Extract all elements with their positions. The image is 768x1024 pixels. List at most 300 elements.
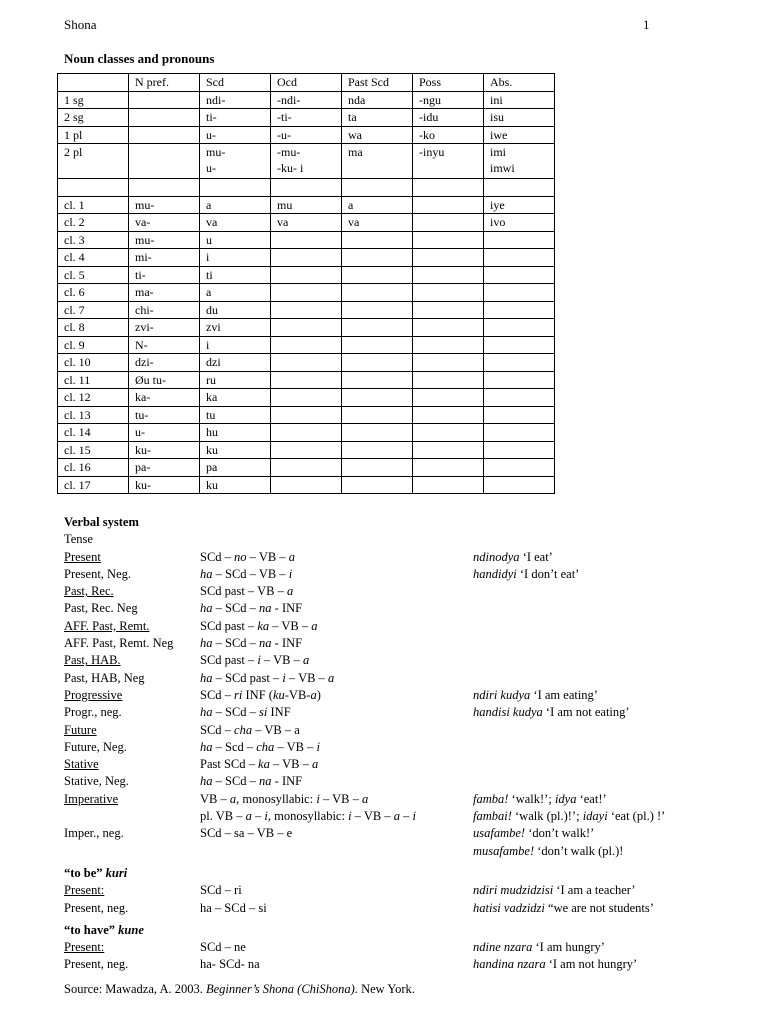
table-cell: ka (200, 389, 271, 407)
verb-formula (200, 618, 318, 635)
text-run: i (316, 791, 320, 806)
verbal-system-title: Verbal system (64, 515, 139, 529)
table-cell: cl. 10 (58, 354, 129, 372)
table-cell (342, 249, 413, 267)
text-run: a (245, 809, 252, 824)
table-cell (484, 301, 555, 319)
text-run: - INF (271, 601, 303, 616)
verb-formula (200, 600, 302, 617)
verb-line (64, 900, 754, 917)
table-row (58, 336, 555, 354)
table-cell: N- (129, 336, 200, 354)
verb-example (473, 687, 598, 704)
text-run: – SCd past – (212, 670, 283, 685)
text-run: ndinodya (473, 549, 520, 564)
text-run: handidyi (473, 566, 517, 581)
verb-example (473, 843, 623, 860)
table-cell (413, 371, 484, 389)
tense-label (64, 652, 121, 669)
table-cell (271, 319, 342, 337)
text-run: ‘I am eating’ (530, 687, 598, 702)
table-row (58, 424, 555, 442)
table-cell: zvi- (129, 319, 200, 337)
table-cell: va (200, 214, 271, 232)
text-run: a (327, 670, 335, 685)
table-cell: cl. 7 (58, 301, 129, 319)
verb-example (473, 549, 553, 566)
text-run: – VB – a (252, 722, 300, 737)
column-header: Poss (413, 74, 484, 92)
table-row (58, 126, 555, 144)
table-cell (129, 126, 200, 144)
tense-label (64, 600, 138, 617)
tense-label (64, 791, 118, 808)
tense-label (64, 865, 127, 882)
text-run: si (259, 705, 268, 720)
text-run: ‘walk (pl.)!’; (511, 809, 583, 824)
text-run: – VB – (351, 809, 394, 824)
text-run: - INF (271, 774, 303, 789)
table-cell: -ko (413, 126, 484, 144)
table-cell: zvi (200, 319, 271, 337)
table-cell: a (200, 284, 271, 302)
text-run: SCd – (200, 722, 235, 737)
text-run: ‘don’t walk (pl.)! (534, 843, 624, 858)
table-cell: 2 pl (58, 144, 129, 179)
table-cell (271, 371, 342, 389)
table-cell (413, 231, 484, 249)
text-run: SCd – (200, 687, 235, 702)
table-row (58, 389, 555, 407)
table-cell: ini (484, 91, 555, 109)
table-cell (413, 406, 484, 424)
text-run: Stative, Neg. (64, 774, 129, 789)
table-cell: ndi- (200, 91, 271, 109)
table-cell: ru (200, 371, 271, 389)
table-row (58, 284, 555, 302)
table-cell: mu- (129, 196, 200, 214)
text-run: AFF. Past, Remt. (64, 618, 150, 633)
text-run: famba! (473, 791, 509, 806)
noun-class-table (57, 73, 555, 494)
text-run: i (282, 670, 286, 685)
table-cell: ku- (129, 441, 200, 459)
text-run: i (288, 566, 293, 581)
text-run: ha (200, 705, 213, 720)
text-run: a (311, 757, 319, 772)
table-cell: a (342, 196, 413, 214)
verb-line (64, 670, 754, 687)
table-cell: cl. 9 (58, 336, 129, 354)
table-cell (342, 284, 413, 302)
column-header: Past Scd (342, 74, 413, 92)
table-cell (484, 284, 555, 302)
table-cell (271, 301, 342, 319)
text-run: ha (200, 739, 213, 754)
table-cell: -inyu (413, 144, 484, 179)
verb-line (64, 687, 754, 704)
verbal-system (64, 514, 754, 974)
table-cell: hu (200, 424, 271, 442)
text-run: – VB – (319, 791, 362, 806)
text-run: - INF (271, 636, 303, 651)
verb-line (64, 808, 754, 825)
text-run: no (234, 549, 247, 564)
table-cell (342, 389, 413, 407)
table-cell: nda (342, 91, 413, 109)
table-cell: cl. 2 (58, 214, 129, 232)
text-run: New York. (357, 982, 415, 996)
text-run: ha (200, 601, 213, 616)
table-cell (413, 476, 484, 494)
text-run: handina nzara (473, 957, 546, 972)
table-row (58, 441, 555, 459)
verb-formula (200, 635, 302, 652)
text-run: i (348, 809, 352, 824)
table-cell (413, 336, 484, 354)
table-cell (484, 319, 555, 337)
verb-line (64, 549, 754, 566)
verb-line (64, 531, 754, 548)
text-run: Imper., neg. (64, 826, 124, 841)
text-run: idya (554, 791, 577, 806)
table-cell (271, 354, 342, 372)
table-cell (484, 336, 555, 354)
table-cell: -mu- -ku- i (271, 144, 342, 179)
table-row (58, 266, 555, 284)
verb-example (473, 825, 594, 842)
table-cell (271, 266, 342, 284)
table-cell (413, 301, 484, 319)
tense-label (64, 670, 145, 687)
table-cell (342, 371, 413, 389)
text-run: ha- SCd- na (200, 957, 260, 972)
page-header-title: Shona (64, 17, 97, 32)
table-cell (342, 231, 413, 249)
column-header: Scd (200, 74, 271, 92)
table-cell (129, 179, 200, 197)
table-row (58, 249, 555, 267)
text-run: – (251, 809, 265, 824)
table-cell: i (200, 249, 271, 267)
text-run: ha (200, 774, 213, 789)
verb-formula (200, 882, 242, 899)
table-cell: ku- (129, 476, 200, 494)
table-cell: ku (200, 441, 271, 459)
table-row (58, 231, 555, 249)
text-run: Past, Rec. (64, 584, 114, 599)
text-run: Present, neg. (64, 957, 129, 972)
text-run: – VB – (274, 739, 317, 754)
text-run: handisi kudya (473, 705, 543, 720)
table-cell (484, 424, 555, 442)
text-run: SCd – ri (200, 883, 242, 898)
table-cell (413, 284, 484, 302)
table-cell (413, 179, 484, 197)
verb-line (64, 618, 754, 635)
table-cell: dzi- (129, 354, 200, 372)
text-run: , monosyllabic: (267, 809, 349, 824)
text-run: – SCd – VB – (212, 566, 289, 581)
tense-label (64, 756, 99, 773)
table-cell: va (342, 214, 413, 232)
table-header-row (58, 74, 555, 92)
tense-label (64, 900, 128, 917)
tense-label (64, 825, 124, 842)
source-citation (64, 982, 415, 997)
table-cell: pa (200, 459, 271, 477)
verb-formula (200, 739, 320, 756)
table-cell: va (271, 214, 342, 232)
table-cell: cl. 12 (58, 389, 129, 407)
table-cell (342, 406, 413, 424)
table-cell: ka- (129, 389, 200, 407)
text-run: Progr., neg. (64, 705, 122, 720)
tense-label (64, 773, 129, 790)
verb-formula (200, 652, 309, 669)
table-cell: cl. 1 (58, 196, 129, 214)
table-cell: pa- (129, 459, 200, 477)
text-run: Present: (64, 883, 105, 898)
table-cell (413, 424, 484, 442)
table-cell: mu (271, 196, 342, 214)
table-cell: 1 pl (58, 126, 129, 144)
table-cell (484, 354, 555, 372)
table-cell (271, 406, 342, 424)
text-run: i (257, 653, 261, 668)
verb-line (64, 566, 754, 583)
table-cell: cl. 6 (58, 284, 129, 302)
table-cell (484, 266, 555, 284)
table-cell: ma- (129, 284, 200, 302)
table-cell: tu (200, 406, 271, 424)
table-row (58, 196, 555, 214)
text-run: ‘eat (pl.) !’ (607, 809, 666, 824)
table-row (58, 476, 555, 494)
text-run: INF (267, 705, 291, 720)
table-cell (271, 476, 342, 494)
table-cell: a (200, 196, 271, 214)
tense-label (64, 939, 104, 956)
verb-example (473, 956, 637, 973)
text-run: na (259, 774, 272, 789)
verb-example (473, 900, 654, 917)
text-run: a (311, 618, 318, 633)
table-cell (200, 179, 271, 197)
verb-example (473, 566, 579, 583)
text-run: ‘I am not eating’ (542, 705, 630, 720)
text-run: kune (118, 922, 144, 937)
table-cell (271, 179, 342, 197)
table-cell: ma (342, 144, 413, 179)
table-cell: -ndi- (271, 91, 342, 109)
text-run: a (286, 584, 294, 599)
text-run: ha (200, 566, 213, 581)
text-run: – VB – (260, 653, 303, 668)
text-run: SCd – sa – VB – e (200, 826, 293, 841)
column-header: Abs. (484, 74, 555, 92)
table-cell (413, 249, 484, 267)
text-run: Past, Rec. Neg (64, 601, 138, 616)
tense-label (64, 531, 93, 548)
text-run: i (412, 809, 416, 824)
text-run: i (264, 809, 268, 824)
text-run: INF ( (242, 687, 273, 702)
table-cell (342, 441, 413, 459)
table-cell (342, 336, 413, 354)
verb-formula (200, 808, 416, 825)
text-run: “to be” (64, 865, 106, 880)
verb-line (64, 922, 754, 939)
text-run: Present (64, 549, 101, 564)
verb-formula (200, 722, 300, 739)
table-cell (413, 214, 484, 232)
text-run: Stative (64, 757, 99, 772)
verb-example (473, 808, 665, 825)
text-run: musafambe! (473, 843, 535, 858)
text-run: ndiri kudya (473, 687, 531, 702)
table-cell (484, 231, 555, 249)
table-cell (413, 441, 484, 459)
table-cell (484, 406, 555, 424)
verb-example (473, 882, 636, 899)
text-run: “to have” (64, 922, 119, 937)
text-run: kuri (105, 865, 128, 880)
text-run: Imperative (64, 791, 119, 806)
table-cell: u (200, 231, 271, 249)
table-cell (271, 424, 342, 442)
verb-line (64, 939, 754, 956)
table-row (58, 354, 555, 372)
table-cell: cl. 5 (58, 266, 129, 284)
table-cell (484, 389, 555, 407)
tense-label (64, 635, 173, 652)
tense-label (64, 566, 131, 583)
text-run: – Scd – (212, 739, 257, 754)
table-cell (271, 284, 342, 302)
table-cell (413, 354, 484, 372)
text-run: a (310, 687, 317, 702)
text-run: na (259, 636, 272, 651)
text-run: SCd past – (200, 618, 258, 633)
text-run: usafambe! (473, 826, 526, 841)
table-cell: iye (484, 196, 555, 214)
text-run: – SCd – (212, 636, 260, 651)
table-cell (484, 371, 555, 389)
verb-line (64, 635, 754, 652)
table-cell (271, 249, 342, 267)
tense-label (64, 722, 97, 739)
table-cell: dzi (200, 354, 271, 372)
table-cell: cl. 15 (58, 441, 129, 459)
text-run: ‘don’t walk!’ (525, 826, 595, 841)
table-cell (413, 319, 484, 337)
text-run: ‘I am a teacher’ (553, 883, 636, 898)
table-cell: cl. 11 (58, 371, 129, 389)
text-run: – (399, 809, 413, 824)
table-cell: tu- (129, 406, 200, 424)
table-cell: -ti- (271, 109, 342, 127)
tense-label (64, 687, 122, 704)
text-run: ‘I am hungry’ (532, 940, 605, 955)
table-cell (58, 179, 129, 197)
table-cell: cl. 13 (58, 406, 129, 424)
verb-line (64, 652, 754, 669)
text-run: Tense (64, 532, 93, 547)
table-cell: wa (342, 126, 413, 144)
verb-line (64, 756, 754, 773)
verb-line (64, 865, 754, 882)
verb-line (64, 843, 754, 860)
text-run: a (288, 549, 295, 564)
table-row (58, 406, 555, 424)
verb-line (64, 773, 754, 790)
text-run: Future, Neg. (64, 739, 127, 754)
verb-formula (200, 756, 318, 773)
verb-example (473, 704, 630, 721)
verb-line (64, 825, 754, 842)
table-cell: mu- u- (200, 144, 271, 179)
table-cell: cl. 8 (58, 319, 129, 337)
verb-example (473, 939, 605, 956)
column-header: Ocd (271, 74, 342, 92)
verb-formula (200, 583, 293, 600)
text-run: a (229, 791, 237, 806)
text-run: i (316, 739, 320, 754)
text-run: na (259, 601, 272, 616)
text-run: Source: Mawadza, A. 2003. (64, 982, 206, 996)
verb-formula (200, 566, 292, 583)
tense-label (64, 922, 144, 939)
text-run: SCd – (200, 549, 235, 564)
table-cell (342, 424, 413, 442)
table-cell: ta (342, 109, 413, 127)
table-cell (413, 196, 484, 214)
table-cell: Øu tu- (129, 371, 200, 389)
table-row (58, 301, 555, 319)
table-cell (271, 336, 342, 354)
text-run: ‘I don’t eat’ (516, 566, 580, 581)
table-cell: imi imwi (484, 144, 555, 179)
table-row (58, 179, 555, 197)
text-run: Progressive (64, 687, 123, 702)
verb-formula (200, 939, 246, 956)
verb-example (473, 791, 607, 808)
table-cell (342, 301, 413, 319)
text-run: cha (234, 722, 253, 737)
verb-formula (200, 773, 302, 790)
verb-line (64, 882, 754, 899)
table-row (58, 214, 555, 232)
text-run: – VB – (246, 549, 289, 564)
table-cell: va- (129, 214, 200, 232)
column-header: N pref. (129, 74, 200, 92)
text-run: ka (258, 757, 270, 772)
table-cell: 1 sg (58, 91, 129, 109)
verb-line (64, 722, 754, 739)
text-run: ndiri mudzidzisi (473, 883, 554, 898)
table-cell: mu- (129, 231, 200, 249)
table-cell: u- (129, 424, 200, 442)
text-run: ha (200, 670, 213, 685)
table-cell (484, 249, 555, 267)
text-run: Present, Neg. (64, 566, 131, 581)
tense-label (64, 882, 104, 899)
table-cell: ti- (200, 109, 271, 127)
table-row (58, 459, 555, 477)
text-run: Past SCd – (200, 757, 259, 772)
text-run: ) (316, 687, 321, 702)
